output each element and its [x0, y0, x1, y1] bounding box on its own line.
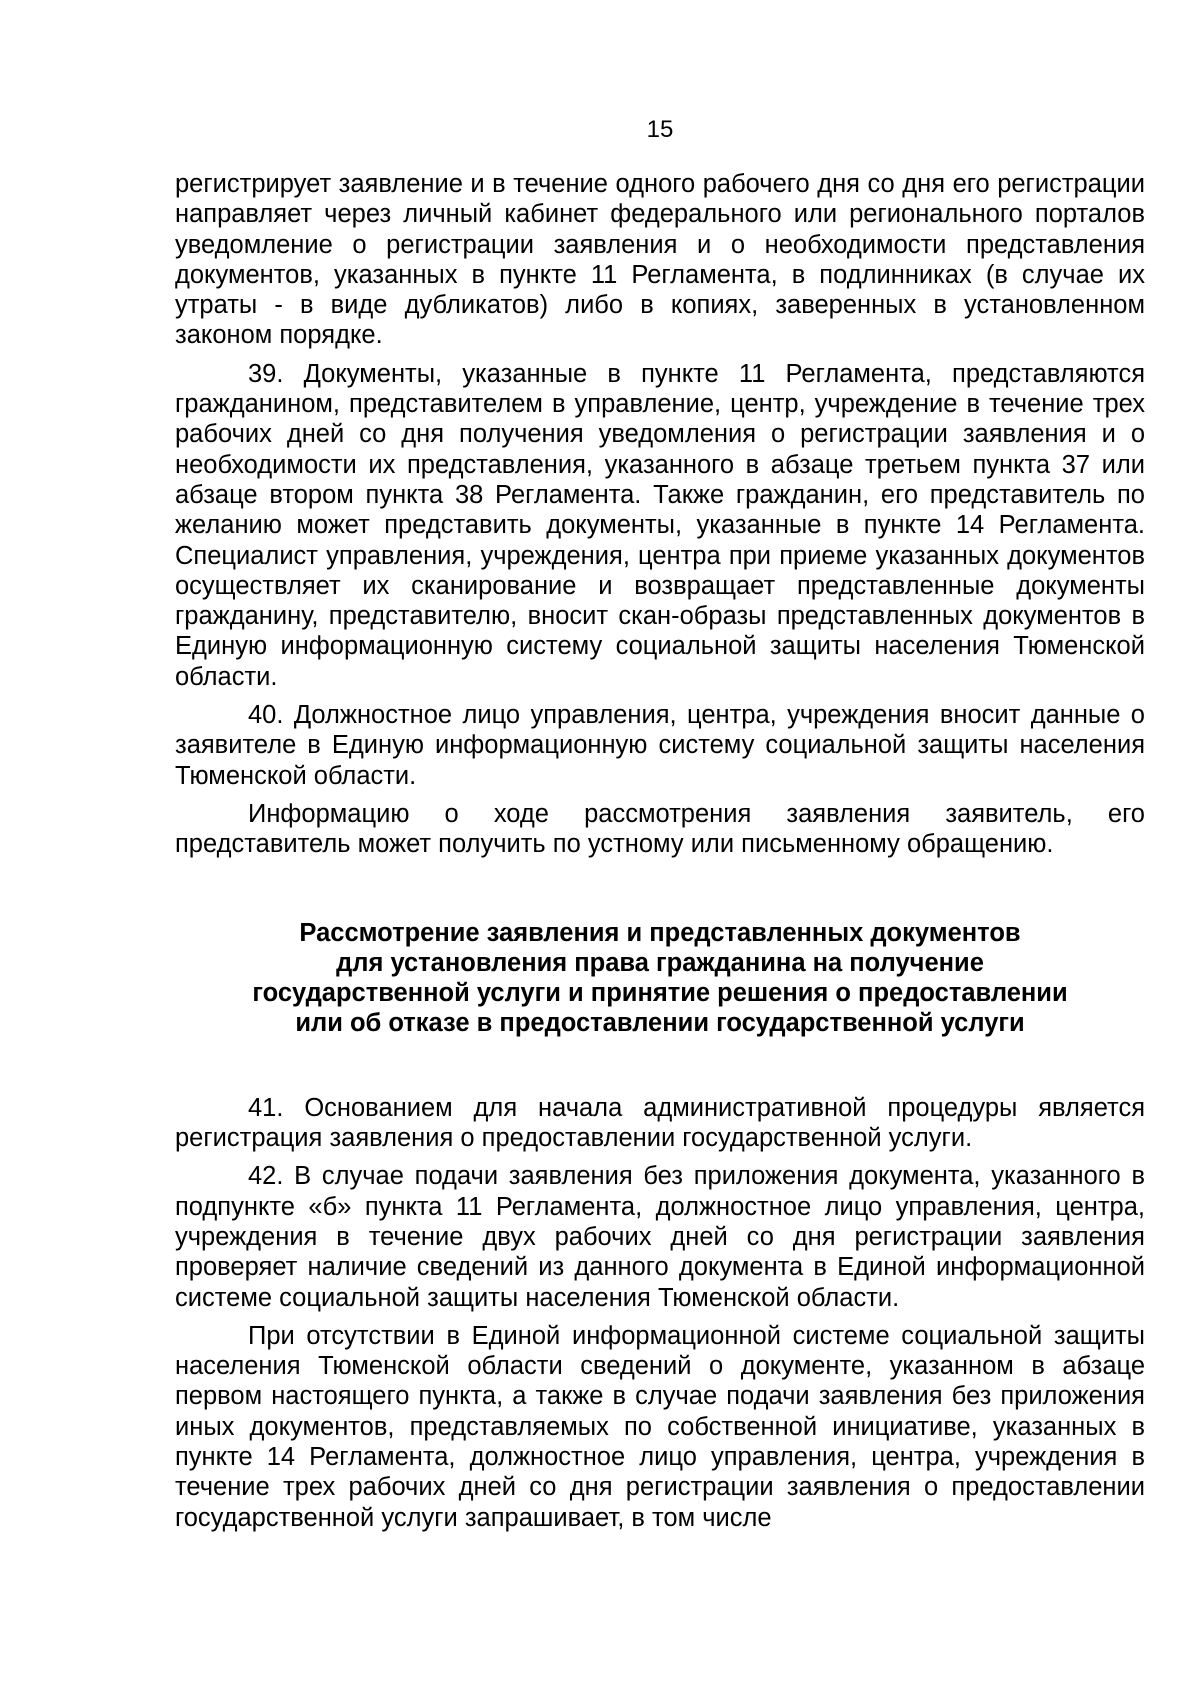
paragraph-40: 40. Должностное лицо управления, центра, учреждения вносит данные о заявителе в Единую информационную систему социальной защиты населения Тюменской области. — [175, 701, 1145, 790]
paragraph-continuation: регистрирует заявление и в течение одного рабочего дня со дня его регистрации направляет через личный кабинет федерального или регионального порталов уведомление о регистрации заявления и о необходимости представления документов, указанных в пункте 11 Регламента, в подлинниках (в случае их утраты - в виде дубликатов) либо в копиях, заверенных в установленном законом порядке. — [175, 170, 1145, 350]
section-heading-line: или об отказе в предоставлении государственной услуги — [295, 1009, 1025, 1038]
section-heading-line: Рассмотрение заявления и представленных документов — [299, 918, 1021, 947]
page-number: 15 — [646, 116, 674, 143]
paragraph-40-info: Информацию о ходе рассмотрения заявления заявитель, его представитель может получить по устному или письменному обращению. — [175, 799, 1145, 859]
section-heading — [175, 918, 1145, 1039]
paragraph-42-absence: При отсутствии в Единой информационной системе социальной защиты населения Тюменской области сведений о документе, указанном в абзаце первом настоящего пункта, а также в случае подачи заявления без приложения иных документов, представляемых по собственной инициативе, указанных в пункте 14 Регламента, должностное лицо управления, центра, учреждения в течение трех рабочих дней со дня регистрации заявления о предоставлении государственной услуги запрашивает, в том числе — [175, 1321, 1145, 1532]
document-body — [175, 169, 1145, 1533]
paragraph-42: 42. В случае подачи заявления без приложения документа, указанного в подпункте «б» пункта 11 Регламента, должностное лицо управления, центра, учреждения в течение двух рабочих дней со дня регистрации заявления проверяет наличие сведений из данного документа в Единой информационной системе социальной защиты населения Тюменской области. — [175, 1162, 1145, 1312]
paragraph-41: 41. Основанием для начала административной процедуры является регистрация заявления о предоставлении государственной услуги. — [175, 1093, 1145, 1153]
paragraph-39: 39. Документы, указанные в пункте 11 Регламента, представляются гражданином, представителем в управление, центр, учреждение в течение трех рабочих дней со дня получения уведомления о регистрации заявления и о необходимости их представления, указанного в абзаце третьем пункта 37 или абзаце втором пункта 38 Регламента. Также гражданин, его представитель по желанию может представить документы, указанные в пункте 14 Регламента. Специалист управления, учреждения, центра при приеме указанных документов осуществляет их сканирование и возвращает представленные документы гражданину, представителю, вносит скан-образы представленных документов в Единую информационную систему социальной защиты населения Тюменской области. — [175, 359, 1145, 691]
section-heading-line: для установления права гражданина на получение — [336, 948, 984, 977]
section-heading-line: государственной услуги и принятие решения о предоставлении — [252, 979, 1068, 1008]
